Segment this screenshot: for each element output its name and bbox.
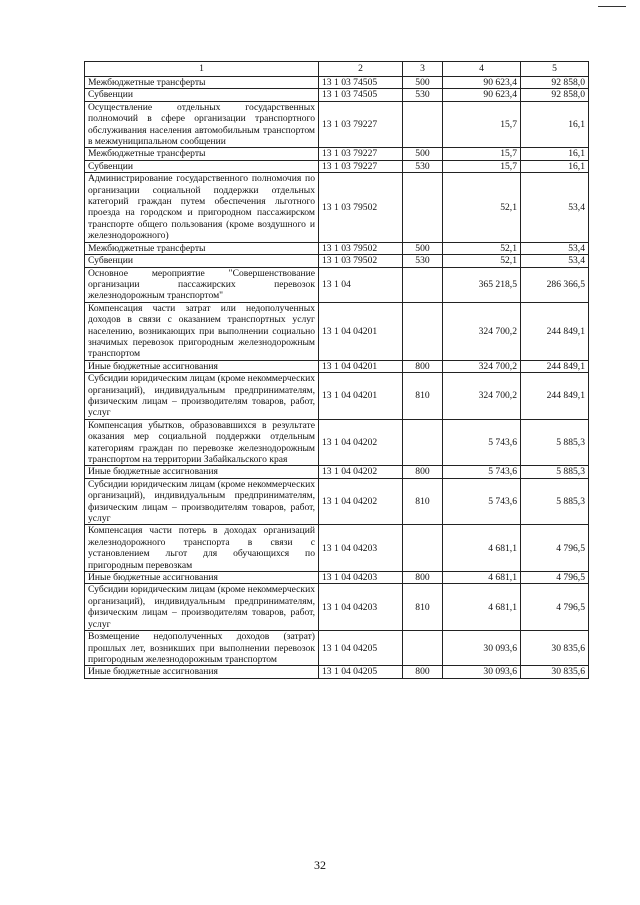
cell-code: 13 1 03 79227 bbox=[319, 101, 403, 148]
table-row bbox=[85, 666, 589, 678]
cell-name: Субвенции bbox=[85, 160, 319, 172]
cell-value-1: 30 093,6 bbox=[443, 666, 521, 678]
cell-code: 13 1 04 04201 bbox=[319, 373, 403, 420]
cell-name: Компенсация части затрат или недополученных доходов в связи с оказанием транспортных услуг населению, возникающих при выполнении социально значимых перевозок пригородным железнодорожным транспортом bbox=[85, 302, 319, 360]
cell-code: 13 1 04 04201 bbox=[319, 302, 403, 360]
cell-type bbox=[403, 631, 443, 666]
cell-name: Субвенции bbox=[85, 255, 319, 267]
cell-type bbox=[403, 267, 443, 302]
cell-value-2: 4 796,5 bbox=[521, 525, 589, 572]
table-row bbox=[85, 572, 589, 584]
cell-value-2: 16,1 bbox=[521, 101, 589, 148]
cell-value-1: 4 681,1 bbox=[443, 584, 521, 631]
cell-name: Иные бюджетные ассигнования bbox=[85, 466, 319, 478]
cell-value-2: 244 849,1 bbox=[521, 360, 589, 372]
header-cell-code: 2 bbox=[319, 62, 403, 77]
cell-type: 530 bbox=[403, 255, 443, 267]
cell-value-2: 30 835,6 bbox=[521, 666, 589, 678]
cell-name: Субсидии юридическим лицам (кроме некоммерческих организаций), индивидуальным предпринимателям, физическим лицам – производителям товаров, работ, услуг bbox=[85, 373, 319, 420]
cell-code: 13 1 04 04203 bbox=[319, 572, 403, 584]
cell-type: 800 bbox=[403, 572, 443, 584]
cell-name: Субвенции bbox=[85, 89, 319, 101]
cell-type: 500 bbox=[403, 148, 443, 160]
cell-type bbox=[403, 525, 443, 572]
cell-value-2: 4 796,5 bbox=[521, 584, 589, 631]
cell-value-2: 4 796,5 bbox=[521, 572, 589, 584]
table-row bbox=[85, 89, 589, 101]
cell-name: Субсидии юридическим лицам (кроме некоммерческих организаций), индивидуальным предпринимателям, физическим лицам – производителям товаров, работ, услуг bbox=[85, 584, 319, 631]
cell-value-2: 53,4 bbox=[521, 173, 589, 242]
cell-value-1: 15,7 bbox=[443, 101, 521, 148]
cell-name: Возмещение недополученных доходов (затрат) прошлых лет, возникших при выполнении перевозок пригородным железнодорожным транспортом bbox=[85, 631, 319, 666]
table-row bbox=[85, 302, 589, 360]
table-row bbox=[85, 101, 589, 148]
header-cell-name: 1 bbox=[85, 62, 319, 77]
cell-type bbox=[403, 173, 443, 242]
table-row bbox=[85, 160, 589, 172]
cell-type: 800 bbox=[403, 666, 443, 678]
cell-type bbox=[403, 419, 443, 466]
cell-code: 13 1 04 04205 bbox=[319, 631, 403, 666]
table-row bbox=[85, 419, 589, 466]
cell-value-1: 52,1 bbox=[443, 173, 521, 242]
table-row bbox=[85, 466, 589, 478]
cell-value-2: 30 835,6 bbox=[521, 631, 589, 666]
cell-type: 800 bbox=[403, 360, 443, 372]
cell-code: 13 1 03 74505 bbox=[319, 77, 403, 89]
cell-value-1: 324 700,2 bbox=[443, 302, 521, 360]
page-number: 32 bbox=[314, 858, 326, 872]
cell-value-2: 92 858,0 bbox=[521, 77, 589, 89]
cell-type: 800 bbox=[403, 466, 443, 478]
table-row bbox=[85, 255, 589, 267]
cell-code: 13 1 04 04205 bbox=[319, 666, 403, 678]
cell-code: 13 1 04 04202 bbox=[319, 466, 403, 478]
table-row bbox=[85, 267, 589, 302]
budget-table bbox=[84, 61, 589, 679]
cell-value-1: 90 623,4 bbox=[443, 77, 521, 89]
cell-value-1: 324 700,2 bbox=[443, 360, 521, 372]
cell-name: Основное мероприятие "Совершенствование организации пассажирских перевозок железнодорожным транспортом" bbox=[85, 267, 319, 302]
cell-value-2: 53,4 bbox=[521, 255, 589, 267]
cell-value-2: 16,1 bbox=[521, 160, 589, 172]
page-corner-rule bbox=[598, 6, 626, 7]
cell-value-1: 5 743,6 bbox=[443, 466, 521, 478]
cell-type: 810 bbox=[403, 478, 443, 525]
cell-name: Администрирование государственного полномочия по организации социальной поддержки отдельных категорий граждан путем обеспечения льготного проезда на городском и пригородном пассажирском транспорте общего пользования (кроме воздушного и железнодорожного) bbox=[85, 173, 319, 242]
table-row bbox=[85, 148, 589, 160]
cell-name: Осуществление отдельных государственных полномочий в сфере организации транспортного обслуживания населения автомобильным транспортом в межмуниципальном сообщении bbox=[85, 101, 319, 148]
cell-value-1: 4 681,1 bbox=[443, 572, 521, 584]
cell-value-1: 15,7 bbox=[443, 160, 521, 172]
cell-value-1: 90 623,4 bbox=[443, 89, 521, 101]
cell-value-2: 286 366,5 bbox=[521, 267, 589, 302]
cell-name: Межбюджетные трансферты bbox=[85, 148, 319, 160]
header-cell-type: 3 bbox=[403, 62, 443, 77]
table-row bbox=[85, 525, 589, 572]
cell-code: 13 1 04 04202 bbox=[319, 478, 403, 525]
cell-name: Иные бюджетные ассигнования bbox=[85, 360, 319, 372]
cell-value-1: 52,1 bbox=[443, 242, 521, 254]
table-row bbox=[85, 373, 589, 420]
cell-type: 810 bbox=[403, 584, 443, 631]
cell-name: Компенсация части потерь в доходах организаций железнодорожного транспорта в связи с установлением льгот для обучающихся по пригородным перевозкам bbox=[85, 525, 319, 572]
table-row bbox=[85, 478, 589, 525]
cell-name: Межбюджетные трансферты bbox=[85, 242, 319, 254]
header-row bbox=[85, 62, 589, 77]
cell-type: 500 bbox=[403, 242, 443, 254]
table-row bbox=[85, 631, 589, 666]
cell-value-2: 5 885,3 bbox=[521, 466, 589, 478]
cell-code: 13 1 03 79502 bbox=[319, 173, 403, 242]
table-row bbox=[85, 173, 589, 242]
cell-name: Иные бюджетные ассигнования bbox=[85, 572, 319, 584]
cell-code: 13 1 03 74505 bbox=[319, 89, 403, 101]
cell-name: Иные бюджетные ассигнования bbox=[85, 666, 319, 678]
cell-type: 810 bbox=[403, 373, 443, 420]
cell-value-2: 92 858,0 bbox=[521, 89, 589, 101]
cell-type bbox=[403, 101, 443, 148]
cell-name: Субсидии юридическим лицам (кроме некоммерческих организаций), индивидуальным предпринимателям, физическим лицам – производителям товаров, работ, услуг bbox=[85, 478, 319, 525]
cell-code: 13 1 03 79227 bbox=[319, 160, 403, 172]
cell-code: 13 1 04 04203 bbox=[319, 584, 403, 631]
cell-value-1: 5 743,6 bbox=[443, 419, 521, 466]
cell-value-1: 5 743,6 bbox=[443, 478, 521, 525]
cell-value-1: 15,7 bbox=[443, 148, 521, 160]
cell-code: 13 1 04 04201 bbox=[319, 360, 403, 372]
cell-value-2: 53,4 bbox=[521, 242, 589, 254]
cell-code: 13 1 04 bbox=[319, 267, 403, 302]
cell-code: 13 1 04 04202 bbox=[319, 419, 403, 466]
cell-value-2: 244 849,1 bbox=[521, 302, 589, 360]
cell-value-2: 5 885,3 bbox=[521, 419, 589, 466]
header-cell-value-2: 5 bbox=[521, 62, 589, 77]
header-cell-value-1: 4 bbox=[443, 62, 521, 77]
table-row bbox=[85, 77, 589, 89]
cell-code: 13 1 03 79227 bbox=[319, 148, 403, 160]
cell-code: 13 1 04 04203 bbox=[319, 525, 403, 572]
cell-value-2: 16,1 bbox=[521, 148, 589, 160]
cell-type: 530 bbox=[403, 160, 443, 172]
cell-value-2: 5 885,3 bbox=[521, 478, 589, 525]
cell-type: 530 bbox=[403, 89, 443, 101]
cell-value-2: 244 849,1 bbox=[521, 373, 589, 420]
cell-value-1: 324 700,2 bbox=[443, 373, 521, 420]
cell-type: 500 bbox=[403, 77, 443, 89]
cell-value-1: 52,1 bbox=[443, 255, 521, 267]
table-row bbox=[85, 360, 589, 372]
cell-code: 13 1 03 79502 bbox=[319, 255, 403, 267]
cell-type bbox=[403, 302, 443, 360]
cell-value-1: 30 093,6 bbox=[443, 631, 521, 666]
cell-value-1: 365 218,5 bbox=[443, 267, 521, 302]
cell-value-1: 4 681,1 bbox=[443, 525, 521, 572]
cell-name: Компенсация убытков, образовавшихся в результате оказания мер социальной поддержки отдельным категориям граждан по перевозке железнодорожным транспортом на территории Забайкальского края bbox=[85, 419, 319, 466]
table-row bbox=[85, 584, 589, 631]
table-row bbox=[85, 242, 589, 254]
cell-code: 13 1 03 79502 bbox=[319, 242, 403, 254]
cell-name: Межбюджетные трансферты bbox=[85, 77, 319, 89]
